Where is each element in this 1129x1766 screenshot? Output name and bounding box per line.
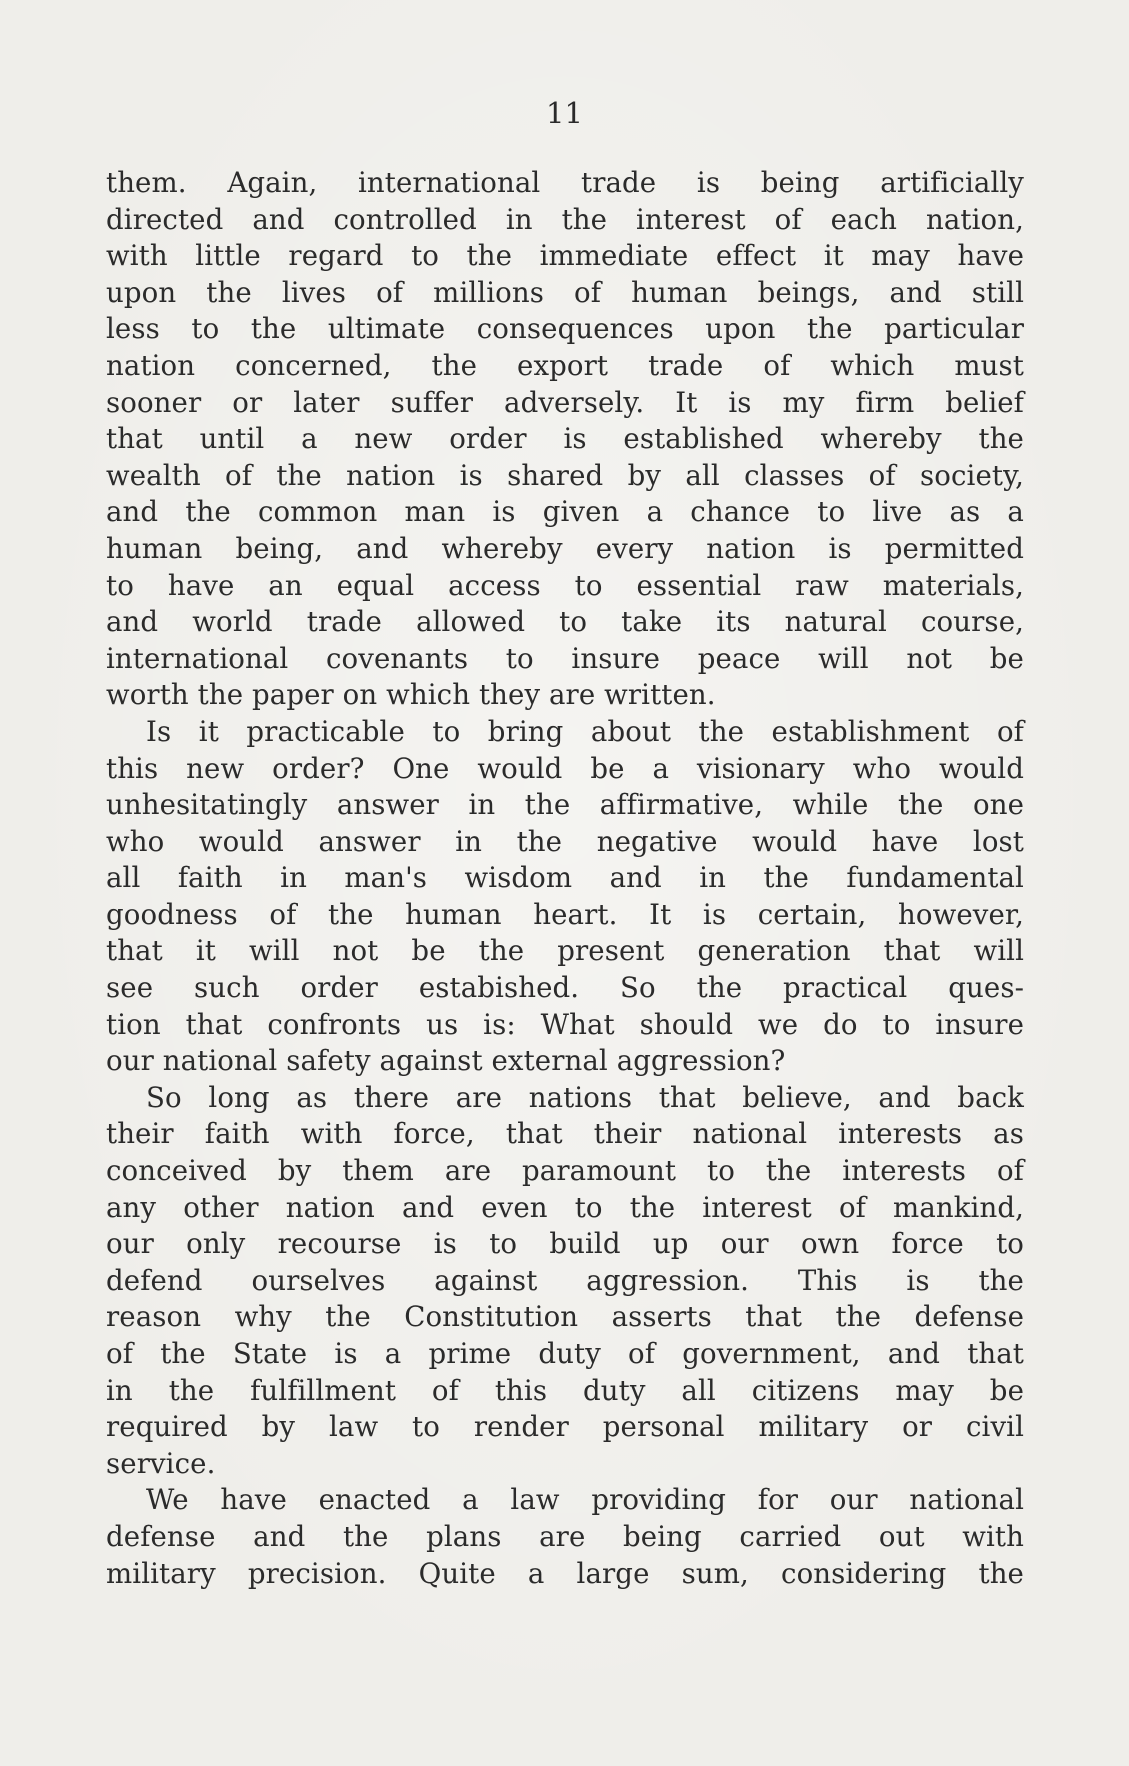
text-line: and world trade allowed to take its natural course, [106,605,1024,639]
text-line: goodness of the human heart. It is certain, however, [106,897,1024,931]
text-line: their faith with force, that their national interests as [106,1117,1024,1151]
text-line: who would answer in the negative would have lost [106,824,1024,858]
paragraph-1 [106,165,1024,714]
text-line: them. Again, international trade is being artificially [106,166,1024,199]
text-line: So long as there are nations that believe, and back [146,1080,1024,1114]
text-line: that it will not be the present generation that will [106,934,1024,968]
text-line: to have an equal access to essential raw materials, [106,568,1024,602]
text-line: international covenants to insure peace will not be [106,641,1024,675]
text-line: less to the ultimate consequences upon the particular [106,312,1024,346]
text-line: our only recourse is to build up our own force to [106,1227,1024,1261]
text-line: of the State is a prime duty of government, and that [106,1337,1024,1370]
text-line: unhesitatingly answer in the affirmative, while the one [106,788,1024,822]
paragraph-4 [106,1482,1024,1592]
text-line: sooner or later suffer adversely. It is my firm belief [106,385,1024,419]
text-line: reason why the Constitution asserts that the defense [106,1300,1024,1334]
text-line: human being, and whereby every nation is permitted [106,531,1024,565]
text-line: our national safety against external aggression? [106,1044,786,1078]
text-line: military precision. Quite a large sum, considering the [106,1556,1024,1590]
paragraph-3 [106,1080,1024,1483]
text-line: with little regard to the immediate effect it may have [106,239,1024,273]
text-line: defense and the plans are being carried out with [106,1519,1024,1553]
body-text [106,165,1024,1592]
text-line: We have enacted a law providing for our national [146,1483,1024,1517]
text-line: and the common man is given a chance to live as a [106,495,1024,529]
text-line: see such order estabished. So the practical ques- [106,971,1024,1005]
text-line: nation concerned, the export trade of which must [106,348,1024,382]
text-line: upon the lives of millions of human beings, and still [106,275,1024,309]
text-line: tion that confronts us is: What should we do to insure [106,1007,1024,1041]
text-line: this new order? One would be a visionary who would [106,751,1024,785]
text-line: conceived by them are paramount to the interests of [106,1154,1024,1188]
text-line: all faith in man's wisdom and in the fundamental [106,861,1024,895]
text-line: any other nation and even to the interest of mankind, [106,1190,1024,1224]
text-line: Is it practicable to bring about the establishment of [146,714,1024,748]
text-line: in the fulfillment of this duty all citizens may be [106,1373,1024,1407]
page-number: 11 [546,96,583,130]
text-line: required by law to render personal military or civil [106,1410,1024,1444]
text-line: worth the paper on which they are written. [106,678,716,712]
text-line: wealth of the nation is shared by all classes of society, [106,458,1024,492]
text-line: directed and controlled in the interest of each nation, [106,202,1024,236]
paragraph-2 [106,714,1024,1080]
text-line: service. [106,1446,216,1480]
text-line: that until a new order is established whereby the [106,422,1024,456]
text-line: defend ourselves against aggression. This is the [106,1263,1024,1297]
